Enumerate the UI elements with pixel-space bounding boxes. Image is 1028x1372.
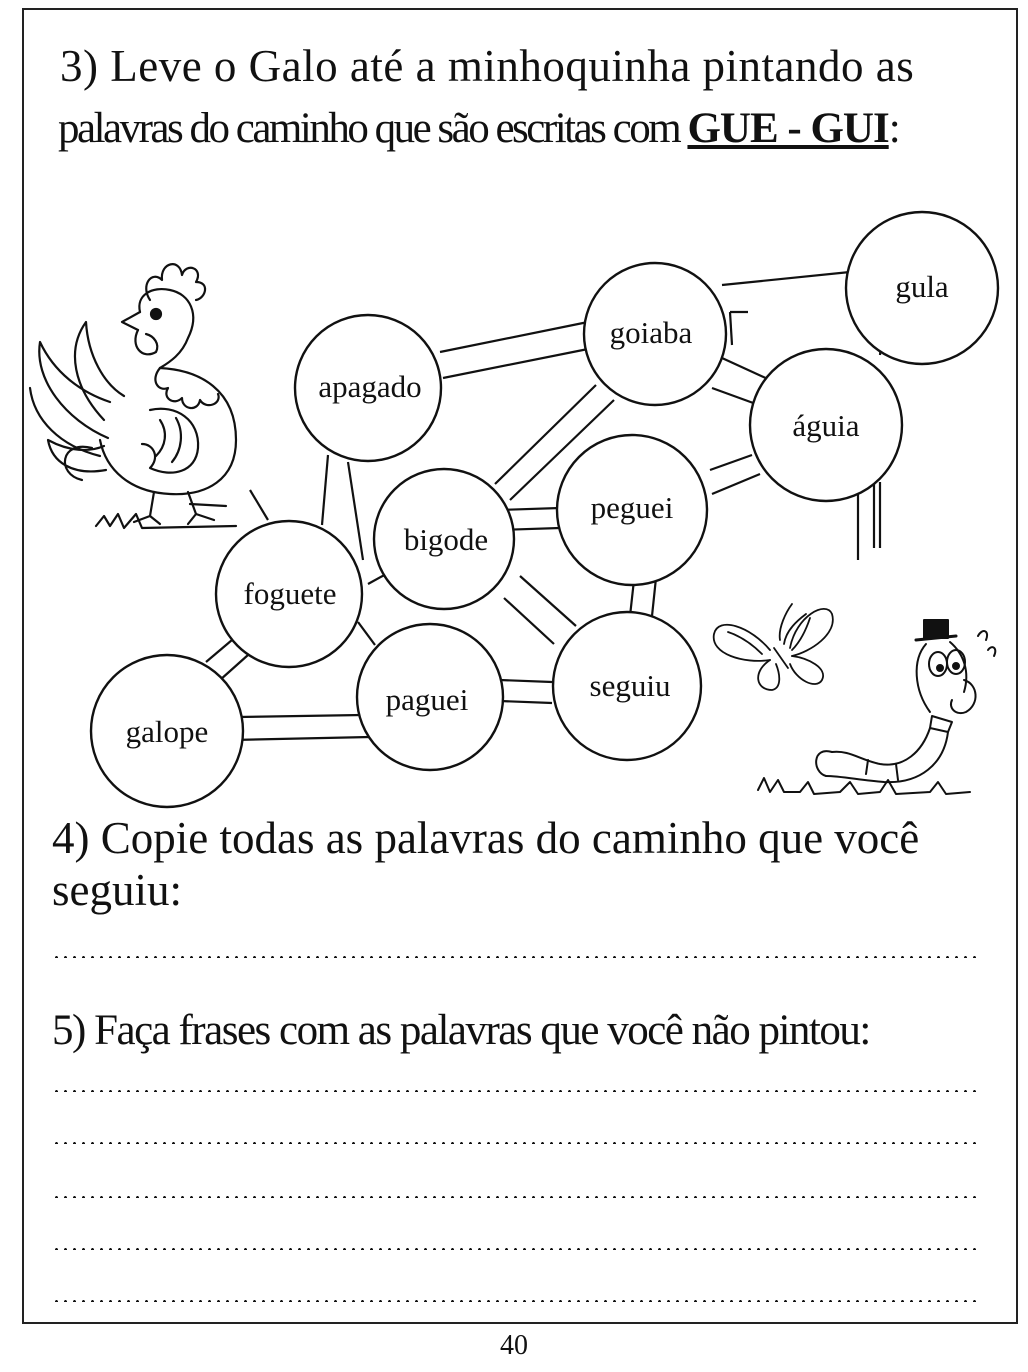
exercise-5-instruction: 5) Faça frases com as palavras que você não pintou: [52, 1007, 870, 1054]
maze-paths [206, 272, 882, 740]
word-gula[interactable]: gula [895, 269, 949, 304]
answer-line[interactable] [52, 1248, 982, 1250]
word-peguei[interactable]: peguei [590, 490, 674, 525]
word-apagado[interactable]: apagado [318, 369, 422, 404]
word-paguei[interactable]: paguei [385, 682, 469, 717]
word-bigode[interactable]: bigode [403, 522, 489, 557]
exercise-4-instruction: 4) Copie todas as palavras do caminho que você seguiu: [52, 813, 920, 915]
exercise-3-colon: : [888, 105, 899, 152]
syllables-highlight: GUE - GUI [687, 105, 889, 152]
answer-line[interactable] [52, 1142, 982, 1144]
word-goiaba[interactable]: goiaba [609, 315, 693, 350]
exercise-3-text-line2: palavras do caminho que são escritas com [58, 105, 688, 152]
page-number: 40 [500, 1330, 528, 1361]
word-foguete[interactable]: foguete [243, 576, 337, 611]
worm-icon [758, 620, 995, 794]
exercise-3-text-line1: 3) Leve o Galo até a minhoquinha pintando as [60, 41, 915, 91]
word-galope[interactable]: galope [125, 714, 209, 749]
answer-line[interactable] [52, 956, 982, 958]
word-seguiu[interactable]: seguiu [589, 668, 671, 703]
answer-line[interactable] [52, 1300, 982, 1302]
answer-line[interactable] [52, 1196, 982, 1198]
word-aguia[interactable]: águia [792, 408, 860, 443]
answer-line[interactable] [52, 1090, 982, 1092]
butterfly-icon [714, 604, 833, 690]
rooster-icon [30, 264, 236, 528]
